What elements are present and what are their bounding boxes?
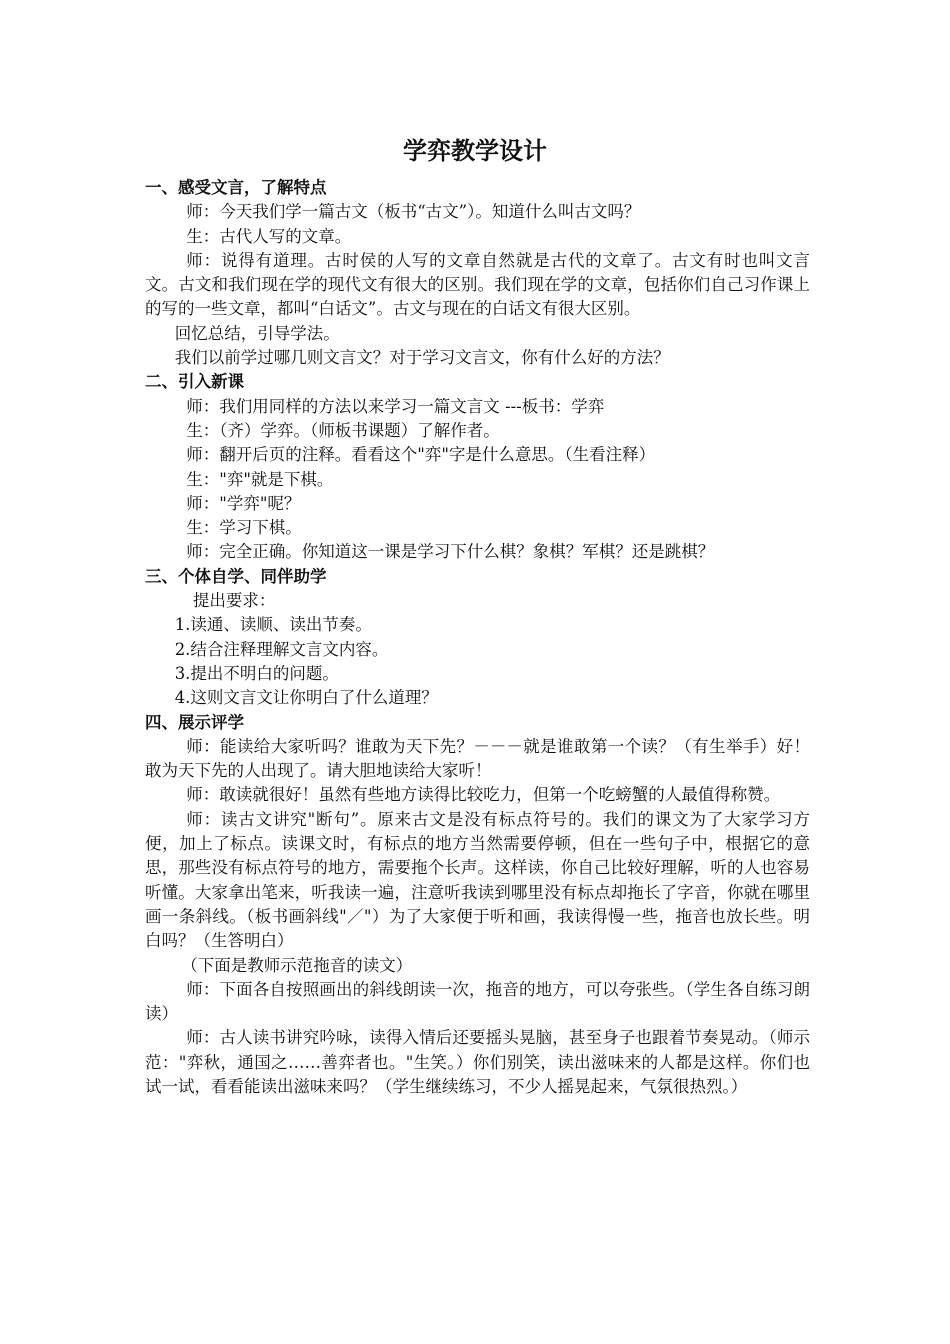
document-body: [145, 176, 810, 1099]
paragraph: 生：（齐）学弈。（师板书课题）了解作者。: [186, 420, 500, 440]
paragraph: 师：敢读就很好！虽然有些地方读得比较吃力，但第一个吃螃蟹的人最值得称赞。: [186, 785, 781, 805]
document-title: 学弈教学设计: [403, 137, 547, 165]
paragraph: 生：学习下棋。: [186, 518, 302, 538]
paragraph: 提出要求：: [192, 591, 276, 611]
paragraph: 师：下面各自按照画出的斜线朗读一次，拖音的地方，可以夸张些。（学生各自练习朗读）: [145, 979, 810, 1024]
paragraph: 回忆总结，引导学法。: [174, 323, 340, 343]
list-item: 4.这则文言文让你明白了什么道理？: [174, 688, 438, 708]
list-item: 3.提出不明白的问题。: [174, 663, 339, 683]
paragraph: 师：翻开后页的注释。看看这个"弈"字是什么意思。（生看注释）: [186, 445, 656, 465]
section-heading: 四、展示评学: [145, 712, 244, 732]
paragraph: 师：完全正确。你知道这一课是学习下什么棋？象棋？军棋？还是跳棋？: [186, 542, 715, 562]
paragraph: 师：读古文讲究"断句”。原来古文是没有标点符号的。我们的课文为了大家学习方便，加上了标点。读课文时，有标点的地方当然需要停顿，但在一些句子中，根据它的意思，那些没有标点符号的地方，需要拖个长声。这样读，你自己比较好理解，听的人也容易听懂。大家拿出笔来，听我读一遍，注意听我读到哪里没有标点却拖长了字音，你就在哪里画一条斜线。（板书画斜线"／"）为了大家便于听和画，我读得慢一些，拖音也放长些。明白吗？（生答明白）: [145, 809, 810, 951]
list-item: 2.结合注释理解文言文内容。: [174, 639, 389, 659]
section-heading: 二、引入新课: [145, 372, 244, 392]
paragraph: 师："学弈"呢？: [186, 493, 301, 513]
paragraph: （下面是教师示范拖音的读文）: [181, 955, 413, 975]
paragraph: 师：我们用同样的方法以来学习一篇文言文 ---板书：学弈: [186, 396, 605, 416]
paragraph: 师：说得有道理。古时侯的人写的文章自然就是古代的文章了。古文有时也叫文言文。古文和我们现在学的现代文有很大的区别。我们现在学的文章，包括你们自己习作课上的写的一些文章，都叫“白话文”。古文与现在的白话文有很大区别。: [145, 250, 810, 319]
paragraph: 生："弈"就是下棋。: [186, 469, 334, 489]
paragraph: 师：今天我们学一篇古文（板书“古文”）。知道什么叫古文吗？: [186, 202, 641, 222]
paragraph: 生：古代人写的文章。: [186, 226, 352, 246]
section-heading: 三、个体自学、同伴助学: [145, 566, 327, 586]
paragraph: 师：能读给大家听吗？谁敢为天下先？－－－就是谁敢第一个读？（有生举手）好！敢为天下先的人出现了。请大胆地读给大家听！: [145, 736, 810, 781]
section-heading: 一、感受文言，了解特点: [145, 178, 327, 197]
list-item: 1.读通、读顺、读出节奏。: [174, 615, 372, 635]
paragraph: 师：古人读书讲究吟咏，读得入情后还要摇头晃脑，甚至身子也跟着节奏晃动。（师示范："弈秋，通国之……善弈者也。"生笑。）你们别笑，读出滋味来的人都是这样。你们也试一试，看看能读出滋味来吗？（学生继续练习，不少人摇晃起来，气氛很热烈。）: [145, 1028, 810, 1096]
paragraph: 我们以前学过哪几则文言文？对于学习文言文，你有什么好的方法？: [174, 348, 670, 368]
